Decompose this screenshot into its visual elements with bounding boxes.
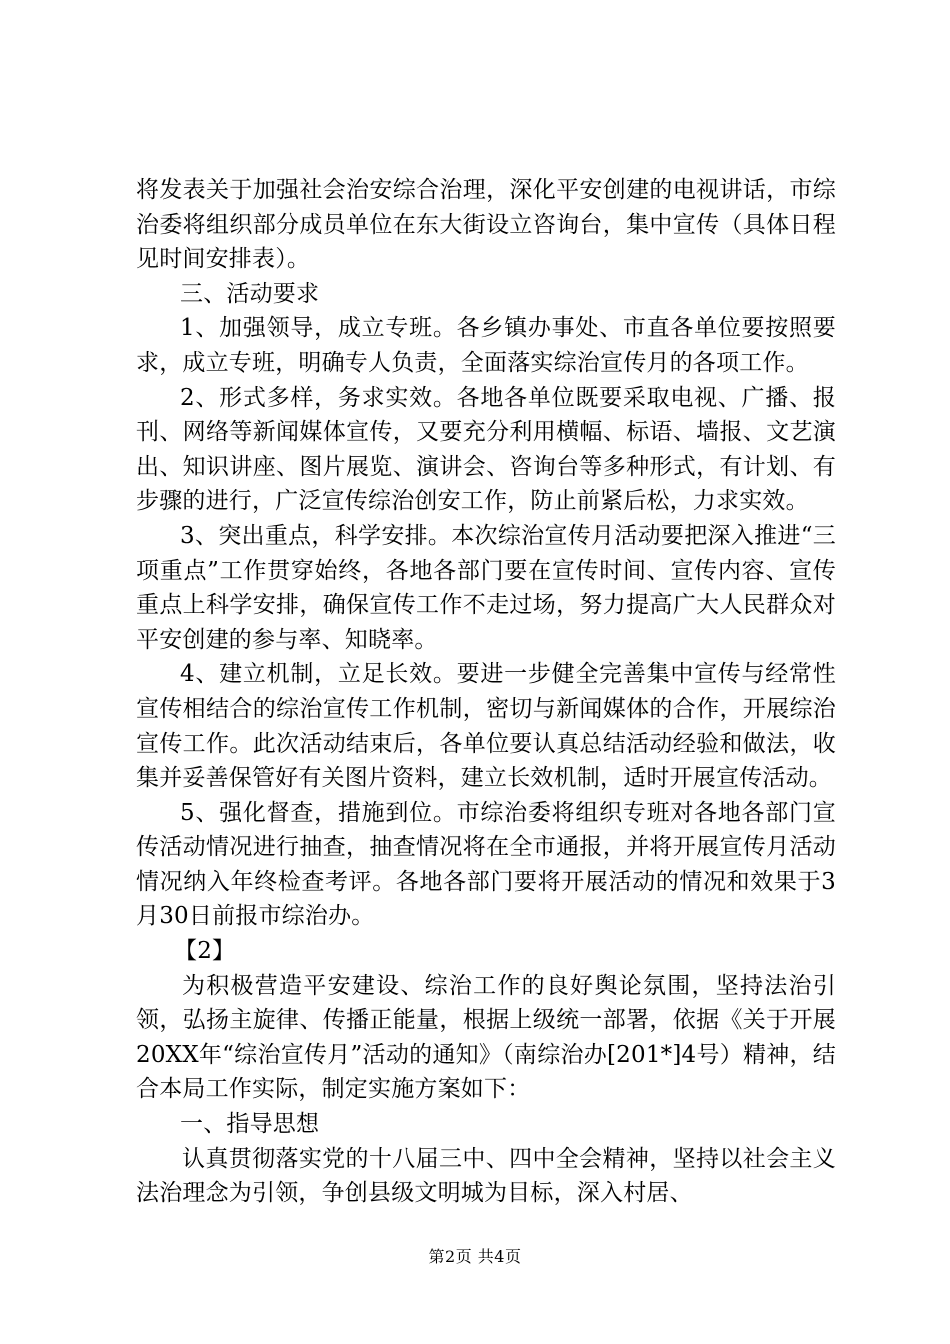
- paragraph-requirement-2: 2、形式多样，务求实效。各地各单位既要采取电视、广播、报刊、网络等新闻媒体宣传，又要充分利用横幅、标语、墙报、文艺演出、知识讲座、图片展览、演讲会、咨询台等多种形式，有计划、有步骤的进行，广泛宣传综治创安工作，防止前紧后松，力求实效。: [136, 384, 836, 515]
- paragraph-guiding-thought: 认真贯彻落实党的十八届三中、四中全会精神，坚持以社会主义法治理念为引领，争创县级文明城为目标，深入村居、: [136, 1145, 836, 1207]
- section-heading-guiding-thought: 一、指导思想: [180, 1111, 320, 1138]
- paragraph-requirement-4: 4、建立机制，立足长效。要进一步健全完善集中宣传与经常性宣传相结合的综治宣传工作机制，密切与新闻媒体的合作，开展综治宣传工作。此次活动结束后，各单位要认真总结活动经验和做法，收集并妥善保管好有关图片资料，建立长效机制，适时开展宣传活动。: [136, 661, 836, 792]
- section-marker-2: 【2】: [174, 938, 236, 965]
- paragraph-requirement-1: 1、加强领导，成立专班。各乡镇办事处、市直各单位要按照要求，成立专班，明确专人负责，全面落实综治宣传月的各项工作。: [136, 315, 836, 376]
- page-footer: 第2页 共4页: [428, 1247, 522, 1266]
- document-body: [136, 173, 836, 1211]
- section-heading-activity-requirements: 三、活动要求: [180, 280, 320, 307]
- paragraph-intro: 为积极营造平安建设、综治工作的良好舆论氛围，坚持法治引领，弘扬主旋律、传播正能量，根据上级统一部署，依据《关于开展20XX年“综治宣传月”活动的通知》（南综治办[201*]4号）精神，结合本局工作实际，制定实施方案如下：: [136, 972, 836, 1103]
- paragraph-requirement-5: 5、强化督查，措施到位。市综治委将组织专班对各地各部门宣传活动情况进行抽查，抽查情况将在全市通报，并将开展宣传月活动情况纳入年终检查考评。各地各部门要将开展活动的情况和效果于3月30日前报市综治办。: [136, 799, 836, 930]
- paragraph-requirement-3: 3、突出重点，科学安排。本次综治宣传月活动要把深入推进“三项重点”工作贯穿始终，各地各部门要在宣传时间、宣传内容、宣传重点上科学安排，确保宣传工作不走过场，努力提高广大人民群众对平安创建的参与率、知晓率。: [136, 522, 836, 653]
- paragraph-continuation: 将发表关于加强社会治安综合治理，深化平安创建的电视讲话，市综治委将组织部分成员单位在东大街设立咨询台，集中宣传（具体日程见时间安排表）。: [136, 177, 836, 273]
